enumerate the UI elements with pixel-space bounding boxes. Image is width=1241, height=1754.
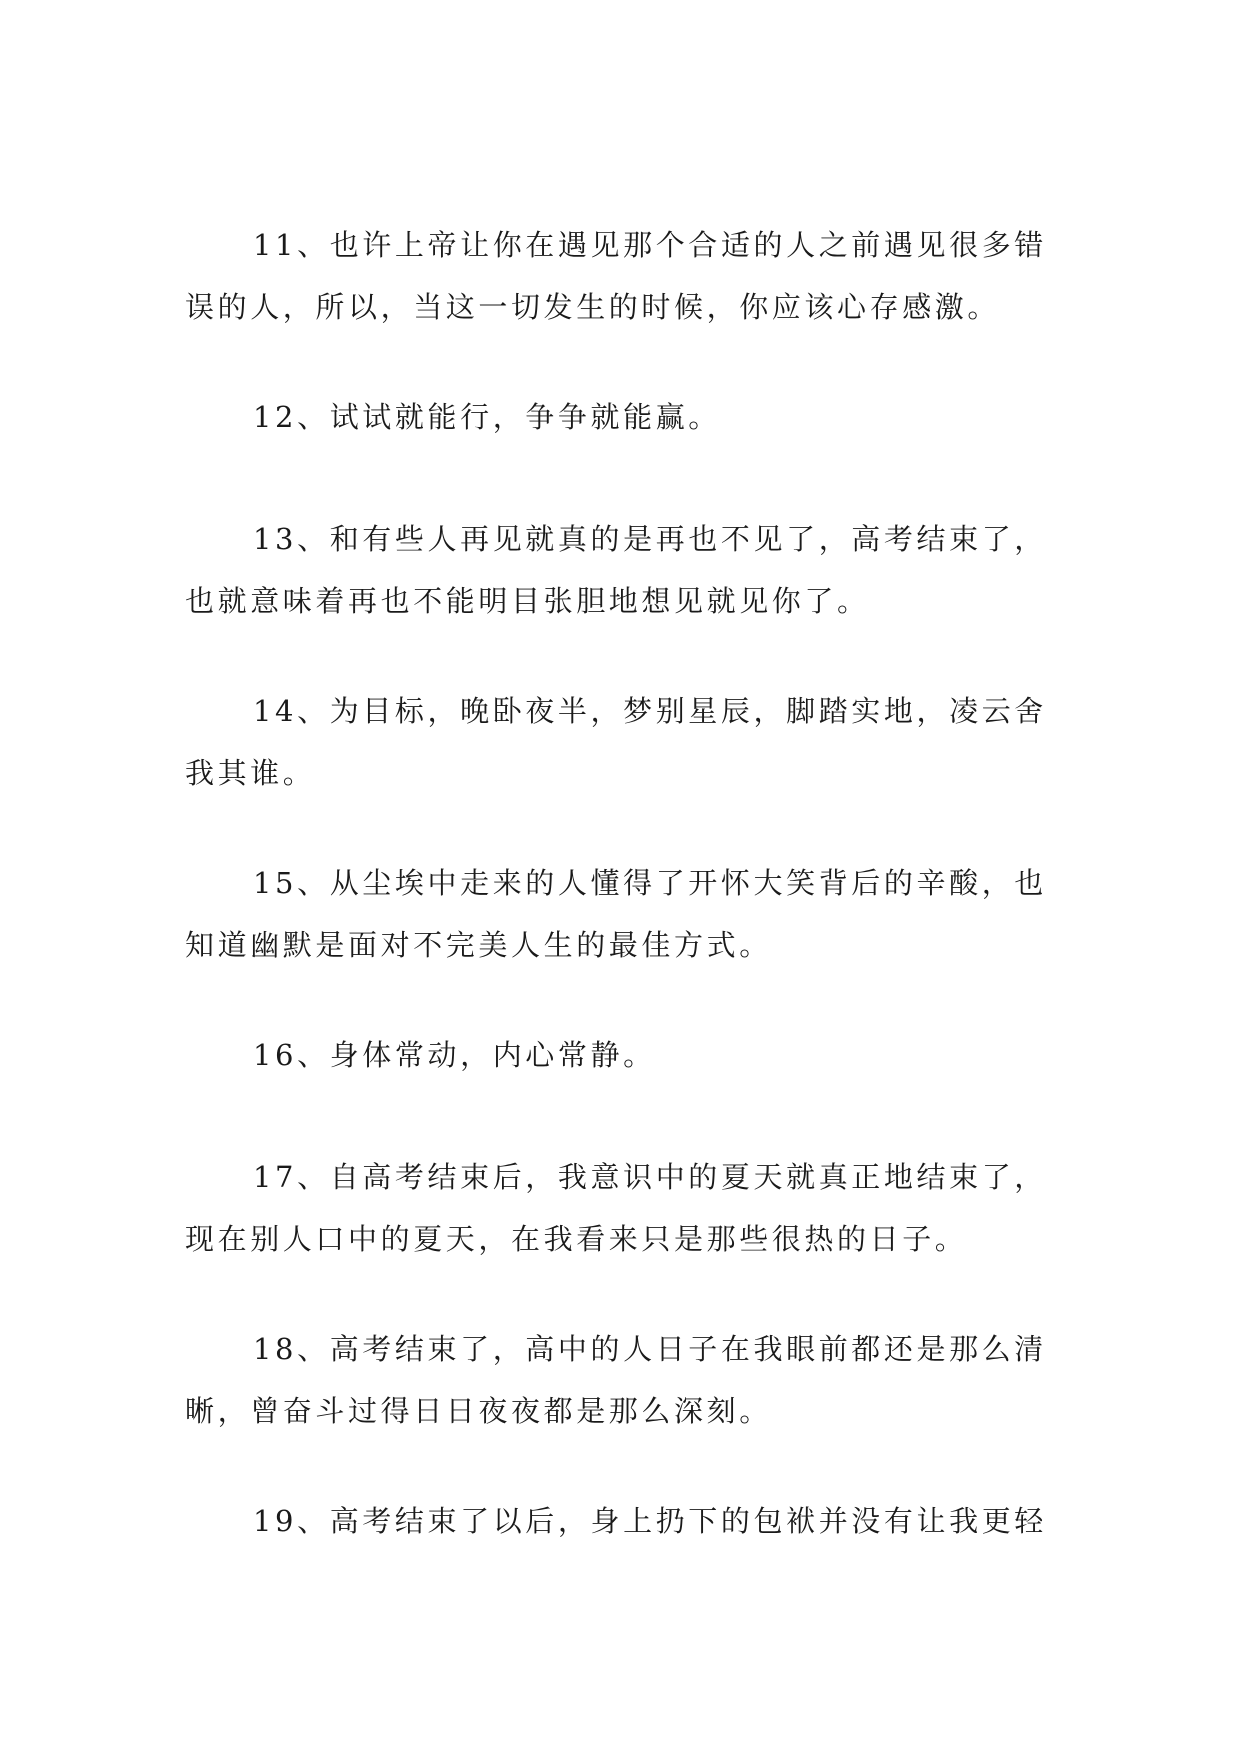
paragraph-14: 14、为目标，晚卧夜半，梦别星辰，脚踏实地，凌云舍我其谁。 [185, 694, 1047, 790]
paragraph-13: 13、和有些人再见就真的是再也不见了，高考结束了，也就意味着再也不能明目张胆地想见就见你了。 [185, 522, 1047, 618]
paragraph-17: 17、自高考结束后，我意识中的夏天就真正地结束了，现在别人口中的夏天，在我看来只是那些很热的日子。 [185, 1160, 1047, 1256]
paragraph-15: 15、从尘埃中走来的人懂得了开怀大笑背后的辛酸，也知道幽默是面对不完美人生的最佳方式。 [185, 866, 1047, 962]
paragraph-11: 11、也许上帝让你在遇见那个合适的人之前遇见很多错误的人，所以，当这一切发生的时候，你应该心存感激。 [185, 228, 1047, 324]
paragraph-19: 19、高考结束了以后，身上扔下的包袱并没有让我更轻 [253, 1504, 1047, 1538]
paragraph-18: 18、高考结束了，高中的人日子在我眼前都还是那么清晰，曾奋斗过得日日夜夜都是那么深刻。 [185, 1332, 1047, 1428]
paragraph-16: 16、身体常动，内心常静。 [253, 1038, 656, 1072]
paragraph-12: 12、试试就能行，争争就能赢。 [253, 400, 721, 434]
